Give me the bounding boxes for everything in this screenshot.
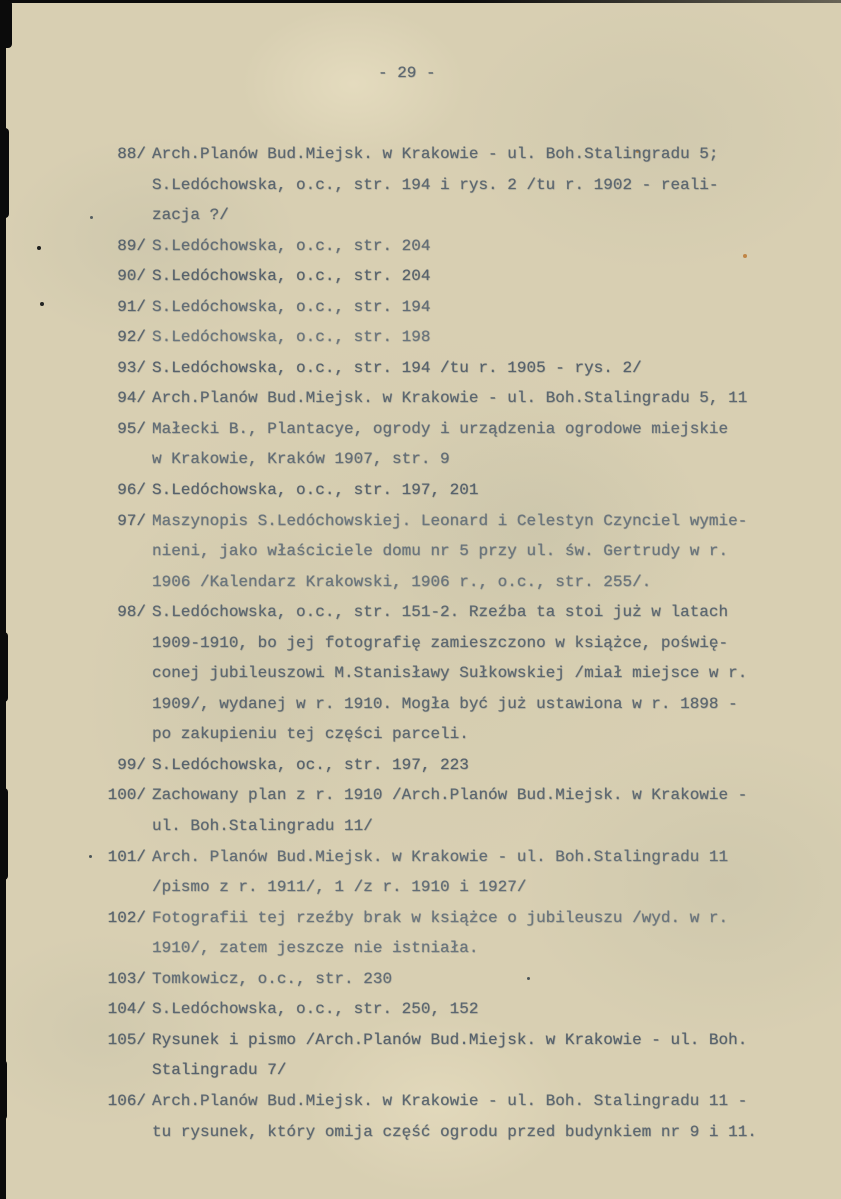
footnote-line: /pismo z r. 1911/, 1 /z r. 1910 i 1927/ xyxy=(152,878,527,897)
footnote-text xyxy=(152,750,469,781)
footnote-text xyxy=(152,1025,747,1086)
scan-edge-tear xyxy=(0,788,8,880)
footnote-line: Arch.Planów Bud.Miejsk. w Krakowie - ul. Boh. Stalingradu 11 - xyxy=(152,1091,748,1110)
footnote-line: S.Ledóchowska, o.c., str. 151-2. Rzeźba ta stoi już w latach xyxy=(152,603,729,622)
footnote-text xyxy=(152,139,719,231)
footnote-entry xyxy=(100,780,835,841)
footnote-number: 104/ xyxy=(107,1000,146,1019)
footnote-line: Małecki B., Plantacye, ogrody i urządzenia ogrodowe miejskie xyxy=(152,419,729,438)
footnote-text xyxy=(152,322,430,353)
footnote-line: zacja ?/ xyxy=(152,206,229,225)
footnote-text xyxy=(152,842,728,903)
footnote-entry xyxy=(100,322,835,353)
footnote-number: 103/ xyxy=(107,969,146,988)
footnote-entry xyxy=(100,231,835,262)
footnote-number: 88/ xyxy=(117,145,146,163)
footnote-line: S.Ledóchowska, o.c., str. 194 /tu r. 1905 - rys. 2/ xyxy=(152,358,642,377)
footnote-text xyxy=(152,231,430,262)
footnote-line: 1909-1910, bo jej fotografię zamieszczono w książce, poświę- xyxy=(152,633,729,652)
scan-edge-tear xyxy=(0,128,9,218)
scan-edge-tear xyxy=(0,632,8,702)
footnote-entry xyxy=(100,506,835,598)
footnote-text xyxy=(152,994,478,1025)
footnote-entry xyxy=(100,383,835,414)
scan-edge-top xyxy=(0,0,841,3)
footnote-text xyxy=(152,1086,757,1147)
footnote-text xyxy=(152,383,747,414)
footnote-line: ul. Boh.Stalingradu 11/ xyxy=(152,817,373,836)
footnote-entry xyxy=(100,903,835,964)
paper-speck xyxy=(40,302,44,306)
footnote-number: 101/ xyxy=(107,847,146,866)
footnote-number: 92/ xyxy=(117,328,146,347)
footnote-line: Arch. Planów Bud.Miejsk. w Krakowie - ul. Boh.Stalingradu 11 xyxy=(152,847,729,866)
footnote-text xyxy=(152,292,430,323)
footnote-text xyxy=(152,964,392,995)
footnote-number: 99/ xyxy=(117,755,146,774)
footnote-line: S.Ledóchowska, o.c., str. 204 xyxy=(152,267,431,286)
paper-speck xyxy=(89,855,92,858)
footnote-entry xyxy=(100,475,835,506)
footnote-line: Fotografii tej rzeźby brak w książce o jubileuszu /wyd. w r. xyxy=(152,908,729,927)
footnote-entry xyxy=(100,139,835,231)
footnote-entry xyxy=(100,261,835,292)
footnote-line: S.Ledóchowska, o.c., str. 194 i rys. 2 /tu r. 1902 - reali- xyxy=(152,175,719,194)
paper-speck xyxy=(90,216,93,219)
footnote-entry xyxy=(100,1086,835,1147)
footnote-number: 91/ xyxy=(117,297,146,316)
footnote-line: Arch.Planów Bud.Miejsk. w Krakowie - ul. Boh.Stalingradu 5; xyxy=(152,145,719,163)
footnote-number: 93/ xyxy=(117,358,146,377)
footnote-entry xyxy=(100,964,835,995)
footnote-number: 96/ xyxy=(117,481,146,500)
scan-edge-tear xyxy=(0,0,12,48)
footnote-number: 95/ xyxy=(117,419,146,438)
footnote-entry xyxy=(100,994,835,1025)
footnote-number: 98/ xyxy=(117,603,146,622)
footnote-text xyxy=(152,780,747,841)
footnote-line: Stalingradu 7/ xyxy=(152,1061,287,1080)
footnote-line: Arch.Planów Bud.Miejsk. w Krakowie - ul. Boh.Stalingradu 5, 11 xyxy=(152,389,748,408)
footnote-line: S.Ledóchowska, o.c., str. 250, 152 xyxy=(152,1000,479,1019)
footnote-entry xyxy=(100,1025,835,1086)
footnote-entry xyxy=(100,414,835,475)
footnote-number: 100/ xyxy=(107,786,146,805)
footnote-line: 1910/, zatem jeszcze nie istniała. xyxy=(152,939,479,958)
footnote-line: S.Ledóchowska, oc., str. 197, 223 xyxy=(152,755,469,774)
footnote-line: po zakupieniu tej części parceli. xyxy=(152,725,469,744)
footnote-line: w Krakowie, Kraków 1907, str. 9 xyxy=(152,450,450,469)
footnote-line: conej jubileuszowi M.Stanisławy Sułkowskiej /miał miejsce w r. xyxy=(152,664,748,683)
footnote-line: S.Ledóchowska, o.c., str. 194 xyxy=(152,297,431,316)
footnote-number: 90/ xyxy=(117,267,146,286)
footnote-entry xyxy=(100,597,835,750)
footnote-line: 1909/, wydanej w r. 1910. Mogła być już ustawiona w r. 1898 - xyxy=(152,694,738,713)
footnote-number: 89/ xyxy=(117,236,146,255)
footnote-list xyxy=(100,139,835,1147)
footnote-number: 106/ xyxy=(107,1091,146,1110)
footnote-line: 1906 /Kalendarz Krakowski, 1906 r., o.c., str. 255/. xyxy=(152,572,652,591)
footnote-text xyxy=(152,414,728,475)
footnote-entry xyxy=(100,292,835,323)
footnote-number: 102/ xyxy=(107,908,146,927)
footnote-text xyxy=(152,506,747,598)
footnote-line: Maszynopis S.Ledóchowskiej. Leonard i Celestyn Czynciel wymie- xyxy=(152,511,748,530)
footnote-line: nieni, jako właściciele domu nr 5 przy ul. św. Gertrudy w r. xyxy=(152,542,729,561)
page-number: - 29 - xyxy=(378,64,436,82)
footnote-text xyxy=(152,475,478,506)
footnote-number: 105/ xyxy=(107,1030,146,1049)
footnote-line: S.Ledóchowska, o.c., str. 198 xyxy=(152,328,431,347)
footnote-text xyxy=(152,597,747,750)
footnote-entry xyxy=(100,353,835,384)
footnote-line: Zachowany plan z r. 1910 /Arch.Planów Bud.Miejsk. w Krakowie - xyxy=(152,786,748,805)
footnote-line: S.Ledóchowska, o.c., str. 197, 201 xyxy=(152,481,479,500)
footnote-text xyxy=(152,903,728,964)
footnote-line: Rysunek i pismo /Arch.Planów Bud.Miejsk. w Krakowie - ul. Boh. xyxy=(152,1030,748,1049)
scan-edge-tear xyxy=(0,1060,7,1120)
footnote-number: 97/ xyxy=(117,511,146,530)
footnote-text xyxy=(152,261,430,292)
footnote-entry xyxy=(100,750,835,781)
paper-speck xyxy=(37,246,41,250)
footnote-line: Tomkowicz, o.c., str. 230 xyxy=(152,969,393,988)
footnote-number: 94/ xyxy=(117,389,146,408)
footnote-entry xyxy=(100,842,835,903)
footnote-line: tu rysunek, który omija część ogrodu przed budynkiem nr 9 i 11. xyxy=(152,1122,757,1141)
footnote-line: S.Ledóchowska, o.c., str. 204 xyxy=(152,236,431,255)
footnote-text xyxy=(152,353,642,384)
